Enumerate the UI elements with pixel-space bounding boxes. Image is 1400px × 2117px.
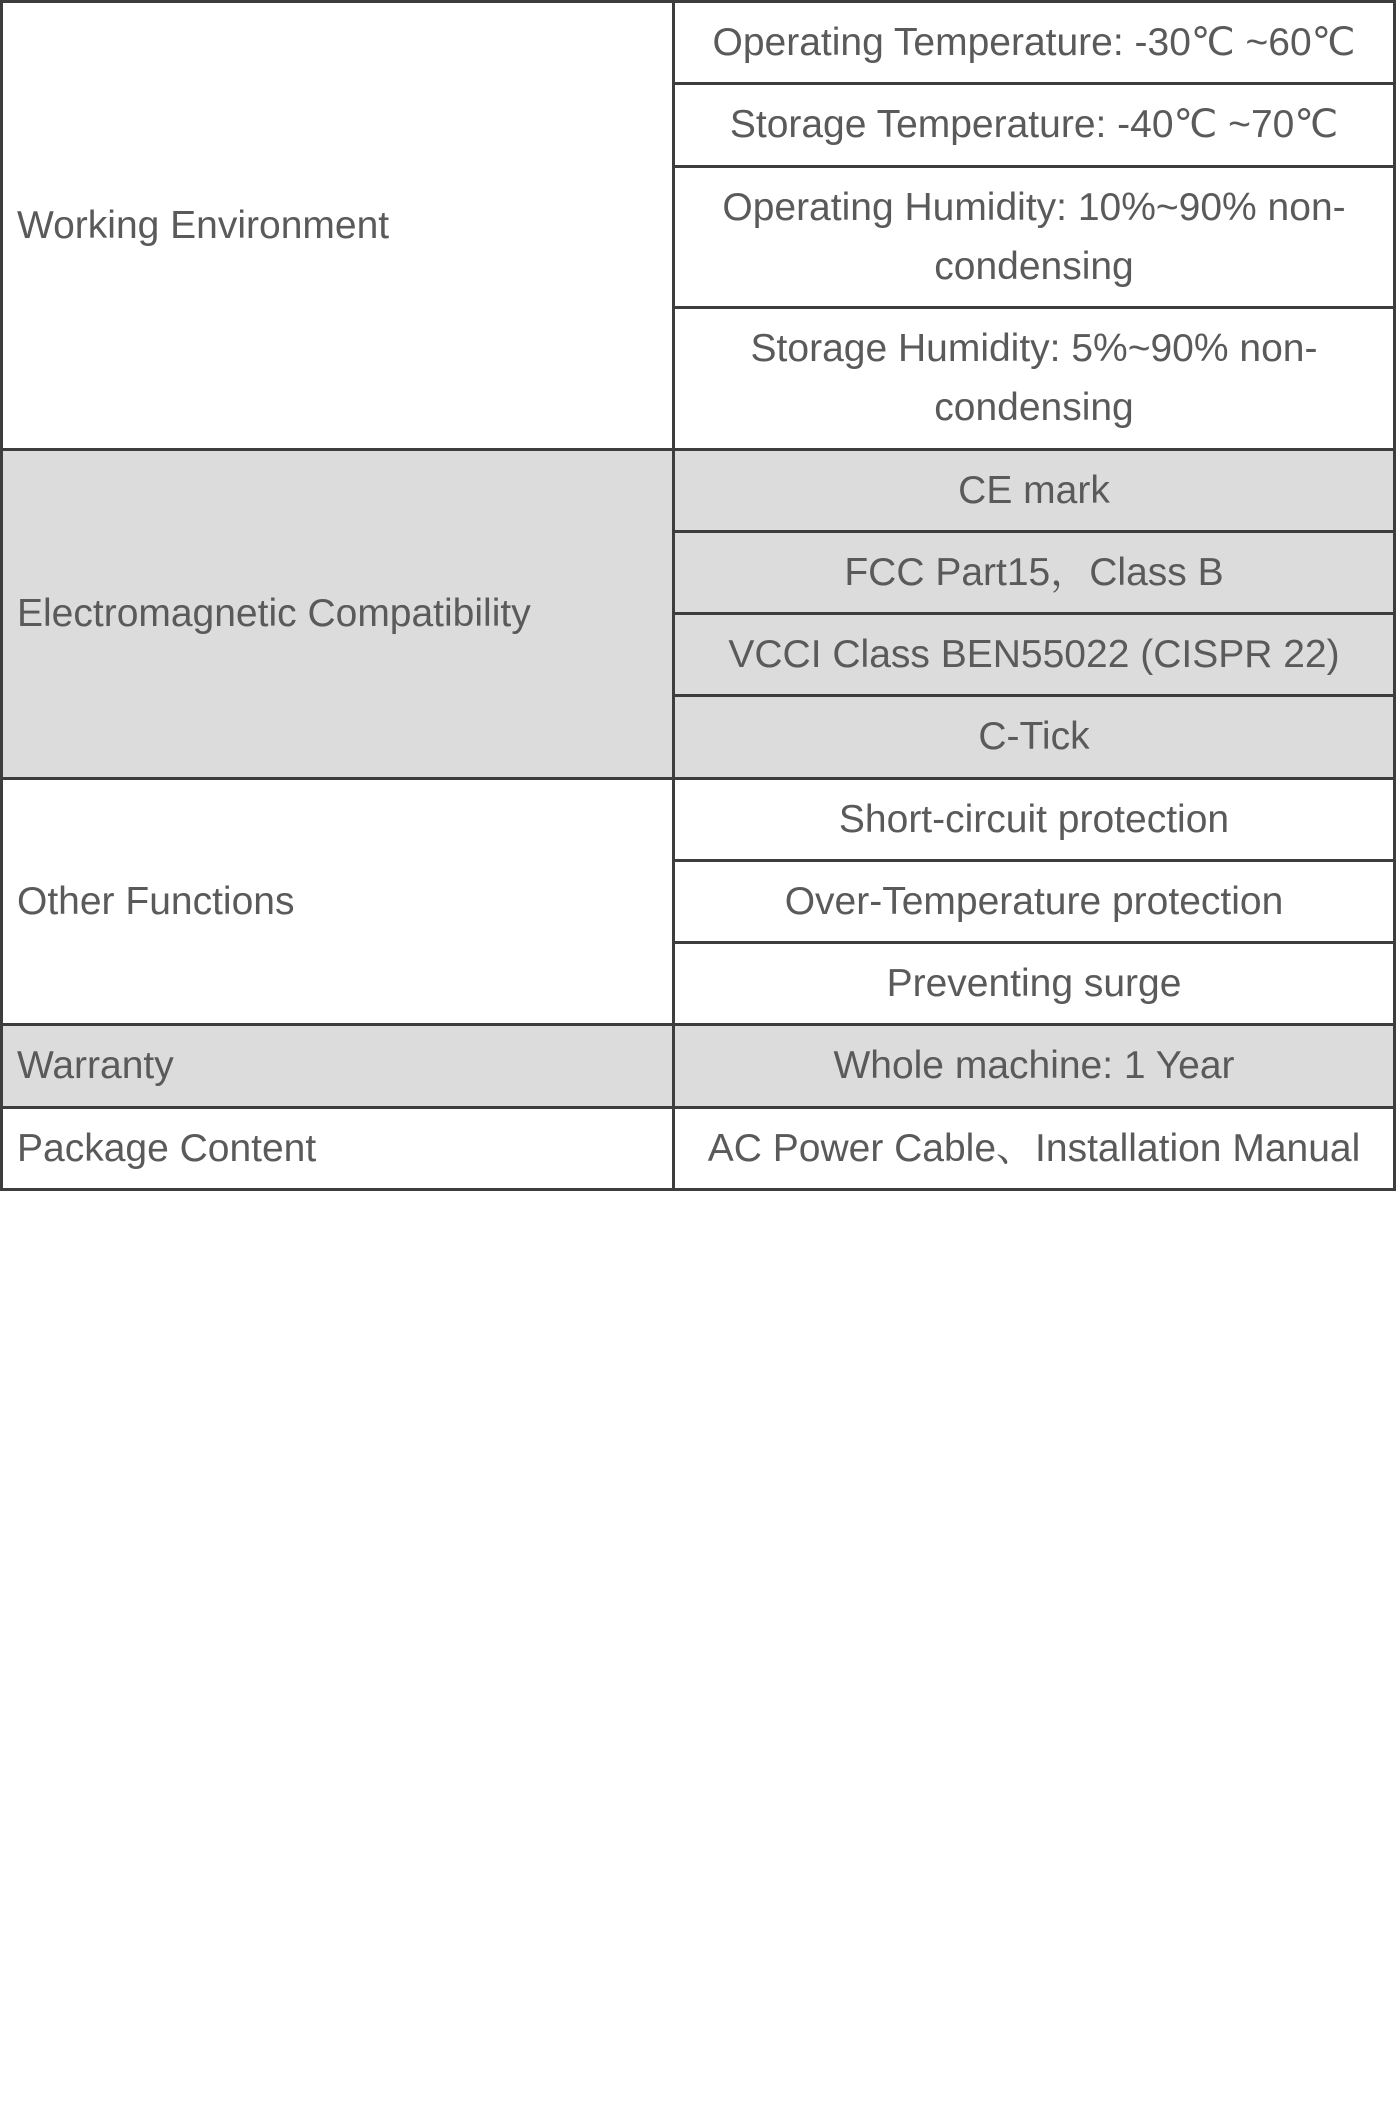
row-value: Operating Temperature: -30℃ ~60℃ [674, 2, 1395, 84]
row-label-package-content: Package Content [2, 1107, 674, 1189]
row-value: FCC Part15，Class B [674, 531, 1395, 613]
table-row [2, 778, 1395, 860]
row-value: Storage Humidity: 5%~90% non-condensing [674, 308, 1395, 450]
row-value: Whole machine: 1 Year [674, 1025, 1395, 1107]
table-row [2, 1025, 1395, 1107]
row-value: AC Power Cable、Installation Manual [674, 1107, 1395, 1189]
row-value: Short-circuit protection [674, 778, 1395, 860]
row-value: Storage Temperature: -40℃ ~70℃ [674, 84, 1395, 166]
row-value: Operating Humidity: 10%~90% non-condensing [674, 166, 1395, 308]
row-label-working-environment: Working Environment [2, 2, 674, 450]
row-label-electromagnetic-compatibility: Electromagnetic Compatibility [2, 449, 674, 778]
row-value: Preventing surge [674, 943, 1395, 1025]
table-row [2, 449, 1395, 531]
row-value: Over-Temperature protection [674, 860, 1395, 942]
row-label-warranty: Warranty [2, 1025, 674, 1107]
table-row [2, 1107, 1395, 1189]
row-value: VCCI Class BEN55022 (CISPR 22) [674, 614, 1395, 696]
row-value: CE mark [674, 449, 1395, 531]
row-value: C-Tick [674, 696, 1395, 778]
table-row [2, 2, 1395, 84]
row-label-other-functions: Other Functions [2, 778, 674, 1025]
